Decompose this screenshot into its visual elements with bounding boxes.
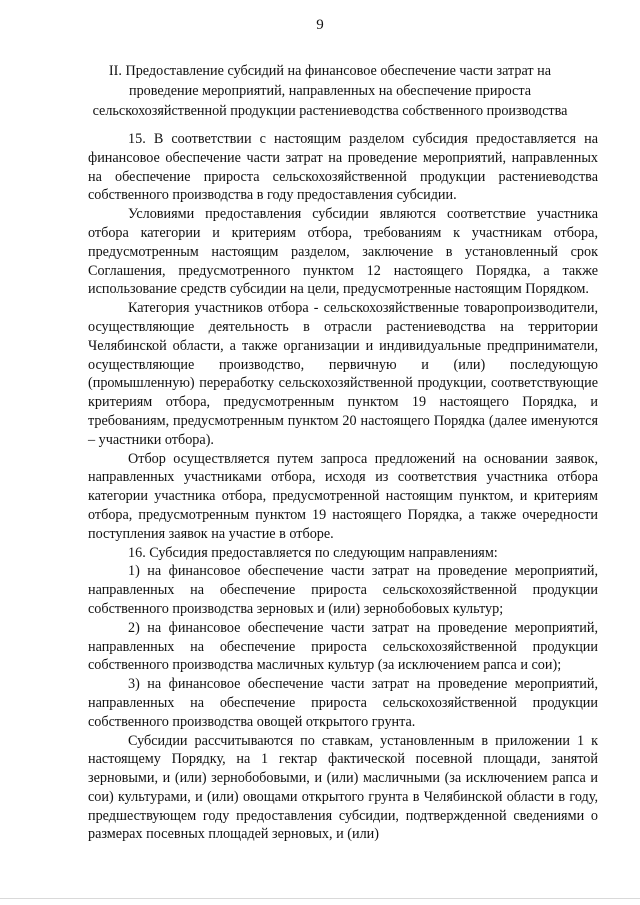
- section-heading-line: сельскохозяйственной продукции растениеводства собственного производства: [92, 103, 568, 119]
- paragraph-selection: Отбор осуществляется путем запроса предложений на основании заявок, направленных участниками отбора, исходя из соответствия участника отбора категории участника отбора, предусмотренной настоящим пунктом, и критериям отбора, предусмотренным пунктом 19 настоящего Порядка, а также очередности поступления заявок на участие в отборе.: [88, 450, 598, 542]
- scan-edge-line: [0, 898, 640, 899]
- page-number: 9: [316, 17, 324, 33]
- document-body: [88, 130, 598, 844]
- list-item-grain: 1) на финансовое обеспечение части затрат на проведение мероприятий, направленных на обеспечение прироста сельскохозяйственной продукции собственного производства зерновых и (или) зернобобовых культур;: [88, 563, 598, 617]
- paragraph-16: 16. Субсидия предоставляется по следующим направлениям:: [128, 544, 498, 561]
- paragraph-participant-category: Категория участников отбора - сельскохозяйственные товаропроизводители, осуществляющие деятельность в отрасли растениеводства на территории Челябинской области, а также организации и индивидуальные предприниматели, осуществляющие производство, первичную и (или) последующую (промышленную) переработку сельскохозяйственной продукции, соответствующие критериям отбора, предусмотренным пунктом 19 настоящего Порядка, и требованиям, предусмотренным пунктом 20 настоящего Порядка (далее именуются – участники отбора).: [88, 300, 598, 448]
- paragraph-rates: Субсидии рассчитываются по ставкам, установленным в приложении 1 к настоящему Порядку, на 1 гектар фактической посевной площади, занятой зерновыми, и (или) зернобобовыми, и (или) масличными (за исключением рапса и сои) культурами, и (или) овощами открытого грунта в Челябинской области в году, предшествующем году предоставления субсидии, подтвержденной сведениями о размерах посевных площадей зерновых, и (или): [88, 732, 598, 843]
- list-item-vegetables: 3) на финансовое обеспечение части затрат на проведение мероприятий, направленных на обеспечение прироста сельскохозяйственной продукции собственного производства овощей открытого грунта.: [88, 676, 598, 730]
- section-heading-line: проведение мероприятий, направленных на обеспечение прироста: [128, 83, 532, 99]
- list-item-oilseed: 2) на финансовое обеспечение части затрат на проведение мероприятий, направленных на обеспечение прироста сельскохозяйственной продукции собственного производства масличных культур (за исключением рапса и сои);: [88, 619, 598, 674]
- section-heading: [60, 61, 600, 121]
- section-heading-line: II. Предоставление субсидий на финансовое обеспечение части затрат на: [108, 63, 552, 79]
- paragraph-15: 15. В соответствии с настоящим разделом субсидия предоставляется на финансовое обеспечение части затрат на проведение мероприятий, направленных на обеспечение прироста сельскохозяйственной продукции растениеводства собственного производства в году предоставления субсидии.: [88, 131, 598, 204]
- paragraph-conditions: Условиями предоставления субсидии являются соответствие участника отбора категории и критериям отбора, требованиям к участникам отбора, предусмотренным настоящим разделом, заключение в установленный срок Соглашения, предусмотренного пунктом 12 настоящего Порядка, а также использование средств субсидии на цели, предусмотренные настоящим Порядком.: [88, 206, 598, 298]
